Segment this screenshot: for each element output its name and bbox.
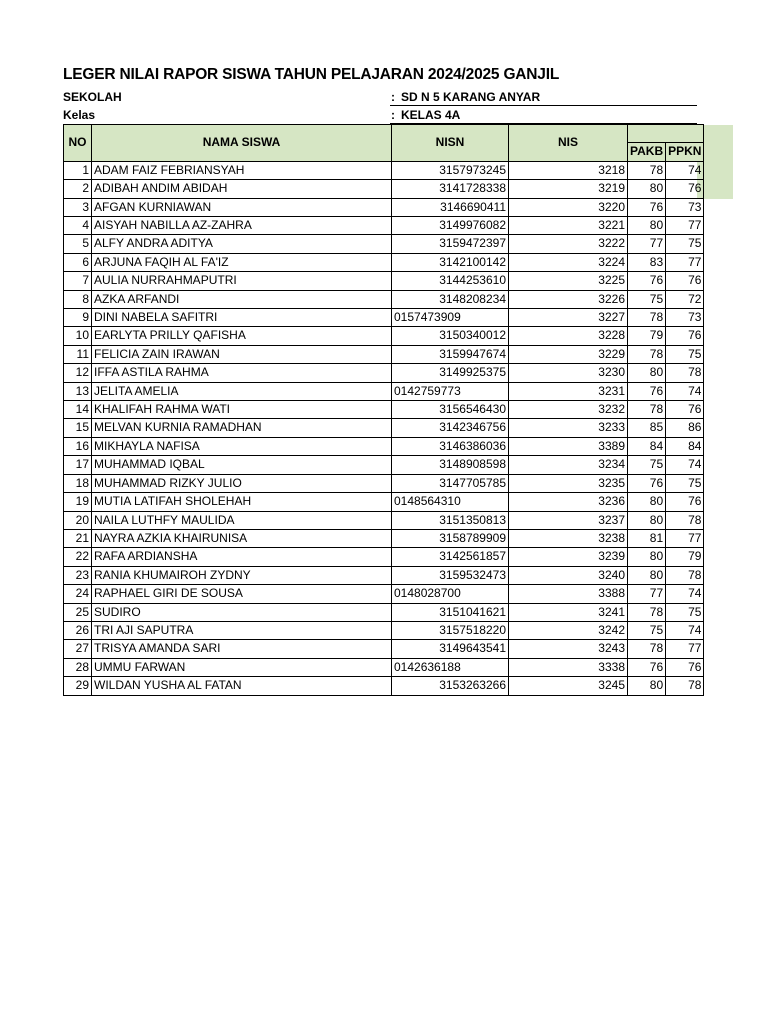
- cell-name: RAFA ARDIANSHA: [92, 548, 392, 566]
- cell-nisn: 3156546430: [392, 401, 509, 419]
- cell-pakb: 76: [628, 272, 666, 290]
- cell-ppkn: 78: [666, 364, 704, 382]
- cell-nisn: 3158789909: [392, 529, 509, 547]
- cell-no: 7: [64, 272, 92, 290]
- class-value: KELAS 4A: [401, 108, 461, 122]
- cell-nisn: 3147705785: [392, 474, 509, 492]
- cell-name: UMMU FARWAN: [92, 658, 392, 676]
- cell-nis: 3227: [509, 309, 628, 327]
- cell-nisn: 3153263266: [392, 677, 509, 695]
- cell-nisn: 0148028700: [392, 585, 509, 603]
- table-row: [64, 621, 704, 639]
- cell-no: 19: [64, 493, 92, 511]
- cell-no: 29: [64, 677, 92, 695]
- cell-nis: 3220: [509, 198, 628, 216]
- table-row: [64, 474, 704, 492]
- cell-nisn: 3142561857: [392, 548, 509, 566]
- col-header-nisn: NISN: [392, 125, 509, 162]
- cell-nis: 3235: [509, 474, 628, 492]
- cell-pakb: 77: [628, 585, 666, 603]
- cell-pakb: 85: [628, 419, 666, 437]
- page-title: LEGER NILAI RAPOR SISWA TAHUN PELAJARAN 2024/2025 GANJIL: [63, 66, 560, 83]
- table-row: [64, 345, 704, 363]
- cell-name: DINI NABELA SAFITRI: [92, 309, 392, 327]
- school-separator: :: [391, 90, 395, 104]
- cell-ppkn: 76: [666, 327, 704, 345]
- cell-pakb: 76: [628, 382, 666, 400]
- cell-no: 6: [64, 253, 92, 271]
- col-header-nis: NIS: [509, 125, 628, 162]
- cell-pakb: 75: [628, 290, 666, 308]
- cell-nis: 3224: [509, 253, 628, 271]
- cell-nisn: 3148908598: [392, 456, 509, 474]
- cell-ppkn: 73: [666, 309, 704, 327]
- cell-nis: 3230: [509, 364, 628, 382]
- table-row: [64, 364, 704, 382]
- cell-nis: 3232: [509, 401, 628, 419]
- table-row: [64, 217, 704, 235]
- cell-no: 11: [64, 345, 92, 363]
- table-row: [64, 585, 704, 603]
- cell-no: 10: [64, 327, 92, 345]
- cell-nisn: 0142759773: [392, 382, 509, 400]
- cell-ppkn: 74: [666, 585, 704, 603]
- cell-no: 14: [64, 401, 92, 419]
- cell-no: 18: [64, 474, 92, 492]
- cell-nis: 3218: [509, 161, 628, 179]
- cell-ppkn: 75: [666, 235, 704, 253]
- cell-no: 24: [64, 585, 92, 603]
- cell-nis: 3228: [509, 327, 628, 345]
- cell-nis: 3234: [509, 456, 628, 474]
- cell-pakb: 80: [628, 364, 666, 382]
- cell-no: 17: [64, 456, 92, 474]
- cell-pakb: 78: [628, 161, 666, 179]
- cell-ppkn: 74: [666, 621, 704, 639]
- cell-ppkn: 75: [666, 345, 704, 363]
- cell-nisn: 3151350813: [392, 511, 509, 529]
- cell-nis: 3240: [509, 566, 628, 584]
- table-row: [64, 401, 704, 419]
- cell-nis: 3389: [509, 437, 628, 455]
- cell-name: EARLYTA PRILLY QAFISHA: [92, 327, 392, 345]
- cell-nisn: 3159472397: [392, 235, 509, 253]
- cell-nis: 3236: [509, 493, 628, 511]
- cell-pakb: 81: [628, 529, 666, 547]
- cell-ppkn: 76: [666, 658, 704, 676]
- cell-no: 4: [64, 217, 92, 235]
- cell-name: IFFA ASTILA RAHMA: [92, 364, 392, 382]
- cell-name: NAYRA AZKIA KHAIRUNISA: [92, 529, 392, 547]
- col-header-no: NO: [64, 125, 92, 162]
- class-label: Kelas: [63, 108, 96, 122]
- cell-nisn: 0148564310: [392, 493, 509, 511]
- cell-pakb: 83: [628, 253, 666, 271]
- cell-pakb: 80: [628, 566, 666, 584]
- table-row: [64, 327, 704, 345]
- cell-ppkn: 84: [666, 437, 704, 455]
- table-row: [64, 548, 704, 566]
- cell-ppkn: 79: [666, 548, 704, 566]
- cell-nis: 3245: [509, 677, 628, 695]
- cell-pakb: 76: [628, 198, 666, 216]
- cell-no: 26: [64, 621, 92, 639]
- cell-name: AFGAN KURNIAWAN: [92, 198, 392, 216]
- col-header-ppkn: PPKN: [666, 143, 704, 161]
- cell-nis: 3221: [509, 217, 628, 235]
- table-row: [64, 529, 704, 547]
- cell-name: MUHAMMAD IQBAL: [92, 456, 392, 474]
- cell-pakb: 78: [628, 309, 666, 327]
- cell-nisn: 3146386036: [392, 437, 509, 455]
- table-row: [64, 198, 704, 216]
- cell-name: TRI AJI SAPUTRA: [92, 621, 392, 639]
- class-separator: :: [391, 108, 395, 122]
- cell-name: NAILA LUTHFY MAULIDA: [92, 511, 392, 529]
- cell-nis: 3239: [509, 548, 628, 566]
- cell-no: 23: [64, 566, 92, 584]
- cell-nis: 3388: [509, 585, 628, 603]
- cell-nisn: 3142346756: [392, 419, 509, 437]
- cell-nisn: 3151041621: [392, 603, 509, 621]
- table-row: [64, 511, 704, 529]
- school-label: SEKOLAH: [63, 90, 122, 104]
- table-row: [64, 603, 704, 621]
- cell-ppkn: 78: [666, 566, 704, 584]
- cell-nisn: 3142100142: [392, 253, 509, 271]
- cell-ppkn: 75: [666, 603, 704, 621]
- col-header-pakb: PAKB: [628, 143, 666, 161]
- cell-no: 2: [64, 180, 92, 198]
- table-row: [64, 566, 704, 584]
- cell-pakb: 84: [628, 437, 666, 455]
- cell-ppkn: 75: [666, 474, 704, 492]
- cell-nisn: 3159532473: [392, 566, 509, 584]
- cell-nis: 3243: [509, 640, 628, 658]
- cell-ppkn: 78: [666, 511, 704, 529]
- cell-name: ADIBAH ANDIM ABIDAH: [92, 180, 392, 198]
- cell-ppkn: 77: [666, 217, 704, 235]
- cell-name: RANIA KHUMAIROH ZYDNY: [92, 566, 392, 584]
- cell-pakb: 78: [628, 401, 666, 419]
- table-row: [64, 180, 704, 198]
- cell-nisn: 3150340012: [392, 327, 509, 345]
- cell-nisn: 3157973245: [392, 161, 509, 179]
- cell-pakb: 75: [628, 456, 666, 474]
- cell-name: MELVAN KURNIA RAMADHAN: [92, 419, 392, 437]
- cell-ppkn: 74: [666, 456, 704, 474]
- col-header-name: NAMA SISWA: [92, 125, 392, 162]
- cell-ppkn: 74: [666, 161, 704, 179]
- cell-nis: 3338: [509, 658, 628, 676]
- cell-no: 21: [64, 529, 92, 547]
- cell-no: 5: [64, 235, 92, 253]
- table-row: [64, 493, 704, 511]
- cell-no: 20: [64, 511, 92, 529]
- cell-name: MUHAMMAD RIZKY JULIO: [92, 474, 392, 492]
- cell-nis: 3226: [509, 290, 628, 308]
- cell-pakb: 78: [628, 345, 666, 363]
- cell-nis: 3229: [509, 345, 628, 363]
- table-row: [64, 235, 704, 253]
- cell-no: 9: [64, 309, 92, 327]
- cell-nisn: 3144253610: [392, 272, 509, 290]
- table-row: [64, 272, 704, 290]
- cell-pakb: 76: [628, 658, 666, 676]
- table-row: [64, 290, 704, 308]
- cell-name: TRISYA AMANDA SARI: [92, 640, 392, 658]
- header-rule-top: [390, 105, 697, 106]
- cell-nis: 3219: [509, 180, 628, 198]
- school-value: SD N 5 KARANG ANYAR: [401, 90, 541, 104]
- table-row: [64, 309, 704, 327]
- cell-no: 27: [64, 640, 92, 658]
- cell-no: 25: [64, 603, 92, 621]
- cell-nis: 3231: [509, 382, 628, 400]
- cell-nisn: 3159947674: [392, 345, 509, 363]
- cell-name: ALFY ANDRA ADITYA: [92, 235, 392, 253]
- cell-name: FELICIA ZAIN IRAWAN: [92, 345, 392, 363]
- cell-ppkn: 73: [666, 198, 704, 216]
- cell-ppkn: 77: [666, 529, 704, 547]
- cell-ppkn: 76: [666, 180, 704, 198]
- cell-ppkn: 77: [666, 253, 704, 271]
- cell-name: WILDAN YUSHA AL FATAN: [92, 677, 392, 695]
- cell-pakb: 78: [628, 603, 666, 621]
- cell-pakb: 75: [628, 621, 666, 639]
- cell-nis: 3242: [509, 621, 628, 639]
- cell-ppkn: 74: [666, 382, 704, 400]
- cell-ppkn: 86: [666, 419, 704, 437]
- cell-ppkn: 77: [666, 640, 704, 658]
- cell-nisn: 3149976082: [392, 217, 509, 235]
- table-row: [64, 419, 704, 437]
- cell-nisn: 3157518220: [392, 621, 509, 639]
- cell-name: ARJUNA FAQIH AL FA'IZ: [92, 253, 392, 271]
- cell-name: AULIA NURRAHMAPUTRI: [92, 272, 392, 290]
- table-row: [64, 658, 704, 676]
- cell-pakb: 80: [628, 217, 666, 235]
- cell-pakb: 76: [628, 474, 666, 492]
- cell-nis: 3225: [509, 272, 628, 290]
- table-row: [64, 677, 704, 695]
- cell-pakb: 80: [628, 180, 666, 198]
- cell-name: RAPHAEL GIRI DE SOUSA: [92, 585, 392, 603]
- cell-no: 8: [64, 290, 92, 308]
- cell-no: 1: [64, 161, 92, 179]
- cell-name: JELITA AMELIA: [92, 382, 392, 400]
- cell-pakb: 80: [628, 493, 666, 511]
- cell-no: 28: [64, 658, 92, 676]
- cell-ppkn: 72: [666, 290, 704, 308]
- cell-nis: 3237: [509, 511, 628, 529]
- table-row: [64, 161, 704, 179]
- cell-pakb: 80: [628, 511, 666, 529]
- cell-nisn: 3149643541: [392, 640, 509, 658]
- table-row: [64, 640, 704, 658]
- table-row: [64, 456, 704, 474]
- table-row: [64, 382, 704, 400]
- cell-name: SUDIRO: [92, 603, 392, 621]
- cell-nis: 3238: [509, 529, 628, 547]
- table-row: [64, 253, 704, 271]
- cell-ppkn: 76: [666, 493, 704, 511]
- cell-nisn: 3141728338: [392, 180, 509, 198]
- cell-name: AISYAH NABILLA AZ-ZAHRA: [92, 217, 392, 235]
- cell-no: 12: [64, 364, 92, 382]
- cell-no: 15: [64, 419, 92, 437]
- cell-pakb: 77: [628, 235, 666, 253]
- cell-name: MIKHAYLA NAFISA: [92, 437, 392, 455]
- cell-nis: 3233: [509, 419, 628, 437]
- cell-nis: 3222: [509, 235, 628, 253]
- cell-nisn: 3146690411: [392, 198, 509, 216]
- cell-pakb: 80: [628, 677, 666, 695]
- cell-nisn: 0157473909: [392, 309, 509, 327]
- cell-pakb: 78: [628, 640, 666, 658]
- cell-no: 16: [64, 437, 92, 455]
- cell-name: AZKA ARFANDI: [92, 290, 392, 308]
- cell-no: 13: [64, 382, 92, 400]
- cell-name: MUTIA LATIFAH SHOLEHAH: [92, 493, 392, 511]
- cell-nis: 3241: [509, 603, 628, 621]
- cell-pakb: 80: [628, 548, 666, 566]
- cell-no: 22: [64, 548, 92, 566]
- cell-ppkn: 76: [666, 401, 704, 419]
- grade-table: [63, 124, 704, 696]
- cell-no: 3: [64, 198, 92, 216]
- table-row: [64, 437, 704, 455]
- cell-nisn: 0142636188: [392, 658, 509, 676]
- cell-ppkn: 78: [666, 677, 704, 695]
- cell-name: KHALIFAH RAHMA WATI: [92, 401, 392, 419]
- cell-ppkn: 76: [666, 272, 704, 290]
- cell-nisn: 3148208234: [392, 290, 509, 308]
- cell-nisn: 3149925375: [392, 364, 509, 382]
- cell-name: ADAM FAIZ FEBRIANSYAH: [92, 161, 392, 179]
- col-header-subjects-group: [628, 125, 704, 143]
- cell-pakb: 79: [628, 327, 666, 345]
